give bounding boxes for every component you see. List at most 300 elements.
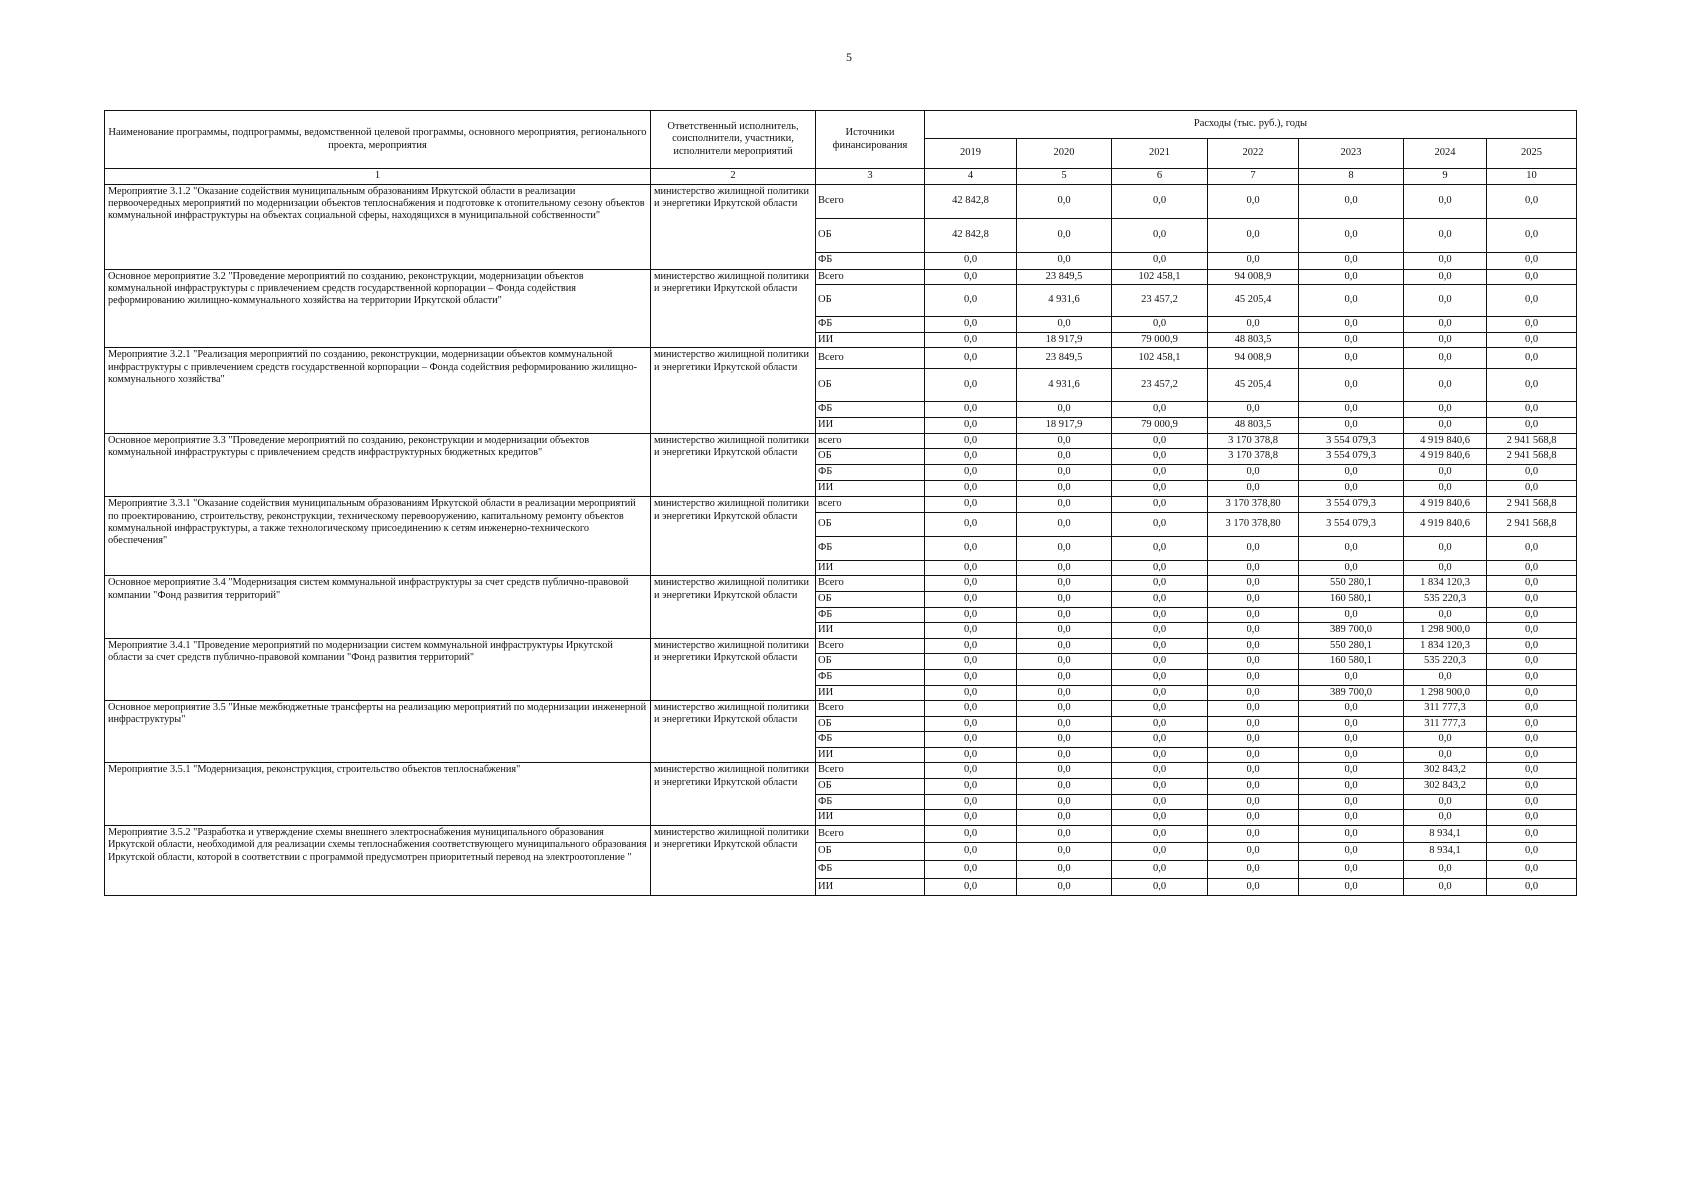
expense-value: 0,0	[1487, 417, 1577, 433]
expense-value: 0,0	[1208, 560, 1299, 576]
expense-value: 311 777,3	[1404, 716, 1487, 732]
expense-value: 0,0	[1208, 825, 1299, 842]
expense-value: 0,0	[925, 317, 1017, 333]
expense-value: 0,0	[1487, 810, 1577, 826]
expense-value: 0,0	[1404, 317, 1487, 333]
expense-value: 0,0	[1208, 402, 1299, 418]
expense-value: 0,0	[925, 560, 1017, 576]
expense-value: 0,0	[1112, 402, 1208, 418]
expense-value: 0,0	[1299, 184, 1404, 218]
expense-value: 0,0	[1299, 560, 1404, 576]
expense-value: 0,0	[925, 576, 1017, 592]
expense-value: 0,0	[1017, 763, 1112, 779]
expense-value: 0,0	[1487, 669, 1577, 685]
table-body	[105, 184, 1577, 895]
expense-value: 0,0	[925, 402, 1017, 418]
funding-source: всего	[816, 497, 925, 513]
expense-value: 0,0	[1017, 449, 1112, 465]
expense-value: 0,0	[925, 285, 1017, 317]
responsible-executor: министерство жилищной политики и энергетики Иркутской области	[651, 825, 816, 895]
expense-value: 1 298 900,0	[1404, 623, 1487, 639]
expense-value: 389 700,0	[1299, 685, 1404, 701]
expense-value: 0,0	[1299, 481, 1404, 497]
expense-value: 0,0	[925, 779, 1017, 795]
expense-value: 0,0	[1208, 607, 1299, 623]
expense-value: 0,0	[1017, 317, 1112, 333]
expense-value: 0,0	[1208, 252, 1299, 269]
expense-value: 0,0	[1017, 860, 1112, 878]
expense-value: 0,0	[1208, 481, 1299, 497]
expense-value: 535 220,3	[1404, 591, 1487, 607]
expense-value: 0,0	[1208, 536, 1299, 560]
funding-source: ФБ	[816, 252, 925, 269]
funding-source: ОБ	[816, 842, 925, 860]
funding-source: Всего	[816, 576, 925, 592]
expense-value: 45 205,4	[1208, 369, 1299, 402]
expense-value: 0,0	[1299, 825, 1404, 842]
expense-value: 0,0	[1208, 685, 1299, 701]
expense-value: 0,0	[925, 449, 1017, 465]
expense-value: 94 008,9	[1208, 348, 1299, 369]
expense-value: 0,0	[1487, 402, 1577, 418]
funding-source: Всего	[816, 269, 925, 285]
column-number: 2	[651, 169, 816, 185]
expense-value: 2 941 568,8	[1487, 449, 1577, 465]
expense-value: 0,0	[1299, 536, 1404, 560]
funding-source: ФБ	[816, 536, 925, 560]
expense-value: 0,0	[1404, 878, 1487, 895]
expense-value: 0,0	[1017, 701, 1112, 717]
table-row	[105, 184, 1577, 218]
expense-value: 0,0	[925, 348, 1017, 369]
expense-value: 0,0	[1017, 654, 1112, 670]
expense-value: 0,0	[1299, 285, 1404, 317]
responsible-executor: министерство жилищной политики и энергетики Иркутской области	[651, 638, 816, 700]
funding-source: ФБ	[816, 317, 925, 333]
expense-value: 0,0	[925, 369, 1017, 402]
expense-value: 3 554 079,3	[1299, 497, 1404, 513]
expense-value: 0,0	[1208, 842, 1299, 860]
expense-value: 0,0	[1017, 184, 1112, 218]
funding-source: ОБ	[816, 449, 925, 465]
expense-value: 0,0	[1208, 716, 1299, 732]
expense-value: 160 580,1	[1299, 591, 1404, 607]
expense-value: 311 777,3	[1404, 701, 1487, 717]
expense-value: 0,0	[1487, 536, 1577, 560]
expense-value: 0,0	[1017, 560, 1112, 576]
header-year: 2023	[1299, 139, 1404, 169]
expense-value: 0,0	[925, 497, 1017, 513]
expense-value: 0,0	[925, 810, 1017, 826]
expense-value: 0,0	[1299, 417, 1404, 433]
responsible-executor: министерство жилищной политики и энергетики Иркутской области	[651, 269, 816, 348]
expense-value: 0,0	[1208, 794, 1299, 810]
expense-value: 4 919 840,6	[1404, 497, 1487, 513]
header-executor: Ответственный исполнитель, соисполнители, участники, исполнители мероприятий	[651, 111, 816, 169]
expense-value: 79 000,9	[1112, 332, 1208, 348]
expense-value: 389 700,0	[1299, 623, 1404, 639]
expense-value: 0,0	[1017, 825, 1112, 842]
activity-name: Основное мероприятие 3.5 "Иные межбюджетные трансферты на реализацию мероприятий по модернизации инженерной инфраструктуры"	[105, 701, 651, 763]
funding-source: ФБ	[816, 860, 925, 878]
funding-source: ФБ	[816, 402, 925, 418]
expense-value: 0,0	[925, 716, 1017, 732]
expense-value: 0,0	[1112, 497, 1208, 513]
expense-value: 0,0	[1299, 794, 1404, 810]
header-year: 2025	[1487, 139, 1577, 169]
expense-value: 550 280,1	[1299, 576, 1404, 592]
expense-value: 0,0	[1208, 654, 1299, 670]
expense-value: 0,0	[1487, 269, 1577, 285]
funding-source: Всего	[816, 184, 925, 218]
expense-value: 0,0	[1487, 576, 1577, 592]
expense-value: 0,0	[1112, 716, 1208, 732]
activity-name: Мероприятие 3.3.1 "Оказание содействия муниципальным образованиям Иркутской области в реализации мероприятий по проектированию, строительству, реконструкции, техническому перевооружению, капитальному ремонту объектов коммунальной инфраструктуры, а также технологическому присоединению к сетям инженерно-технического обеспечения"	[105, 497, 651, 576]
expense-value: 0,0	[1487, 878, 1577, 895]
expense-value: 0,0	[1017, 669, 1112, 685]
expense-value: 0,0	[1208, 779, 1299, 795]
expense-value: 0,0	[1487, 716, 1577, 732]
expense-value: 0,0	[925, 332, 1017, 348]
expense-value: 0,0	[1487, 638, 1577, 654]
column-number: 4	[925, 169, 1017, 185]
expense-value: 0,0	[1112, 810, 1208, 826]
column-number: 10	[1487, 169, 1577, 185]
expense-value: 0,0	[925, 512, 1017, 536]
expense-value: 0,0	[1112, 685, 1208, 701]
expense-value: 0,0	[1404, 218, 1487, 252]
column-number: 7	[1208, 169, 1299, 185]
column-number: 6	[1112, 169, 1208, 185]
expense-value: 0,0	[1487, 623, 1577, 639]
expense-value: 0,0	[1487, 218, 1577, 252]
expense-value: 0,0	[1112, 794, 1208, 810]
expense-value: 0,0	[925, 701, 1017, 717]
expense-value: 160 580,1	[1299, 654, 1404, 670]
expense-value: 0,0	[925, 878, 1017, 895]
expense-value: 42 842,8	[925, 218, 1017, 252]
table-row	[105, 348, 1577, 369]
expense-value: 0,0	[1487, 332, 1577, 348]
activity-name: Основное мероприятие 3.3 "Проведение мероприятий по созданию, реконструкции и модернизации объектов коммунальной инфраструктуры с привлечением средств инфраструктурных бюджетных кредитов"	[105, 433, 651, 497]
expense-value: 0,0	[1017, 732, 1112, 748]
expense-value: 0,0	[1299, 218, 1404, 252]
expense-value: 3 170 378,8	[1208, 433, 1299, 449]
header-expenses: Расходы (тыс. руб.), годы	[925, 111, 1577, 139]
expense-value: 0,0	[1487, 560, 1577, 576]
expense-value: 2 941 568,8	[1487, 433, 1577, 449]
expense-value: 0,0	[1208, 732, 1299, 748]
expense-value: 0,0	[1487, 184, 1577, 218]
expense-value: 0,0	[1017, 591, 1112, 607]
expense-value: 0,0	[1299, 402, 1404, 418]
expense-value: 0,0	[1112, 763, 1208, 779]
expense-value: 1 298 900,0	[1404, 685, 1487, 701]
expense-value: 18 917,9	[1017, 417, 1112, 433]
expense-value: 4 919 840,6	[1404, 449, 1487, 465]
funding-source: ОБ	[816, 512, 925, 536]
funding-source: всего	[816, 433, 925, 449]
expense-value: 0,0	[1299, 269, 1404, 285]
expense-value: 0,0	[925, 536, 1017, 560]
expense-value: 0,0	[1017, 638, 1112, 654]
expense-value: 0,0	[1299, 607, 1404, 623]
expense-value: 0,0	[1299, 317, 1404, 333]
expense-value: 3 554 079,3	[1299, 512, 1404, 536]
expense-value: 0,0	[1487, 732, 1577, 748]
table-row	[105, 576, 1577, 592]
header-year: 2022	[1208, 139, 1299, 169]
responsible-executor: министерство жилищной политики и энергетики Иркутской области	[651, 497, 816, 576]
expense-value: 550 280,1	[1299, 638, 1404, 654]
expense-value: 0,0	[1487, 763, 1577, 779]
expense-value: 0,0	[1299, 369, 1404, 402]
expense-value: 0,0	[1017, 842, 1112, 860]
expense-value: 0,0	[925, 842, 1017, 860]
expense-value: 3 554 079,3	[1299, 433, 1404, 449]
expense-value: 0,0	[1487, 654, 1577, 670]
expense-value: 0,0	[1404, 810, 1487, 826]
expense-value: 0,0	[1487, 317, 1577, 333]
expense-value: 0,0	[1299, 732, 1404, 748]
table-row	[105, 701, 1577, 717]
funding-source: Всего	[816, 638, 925, 654]
expense-value: 0,0	[925, 591, 1017, 607]
expense-value: 0,0	[1112, 576, 1208, 592]
expense-value: 0,0	[1208, 465, 1299, 481]
expense-value: 0,0	[925, 763, 1017, 779]
table-row	[105, 497, 1577, 513]
expense-value: 1 834 120,3	[1404, 638, 1487, 654]
funding-source: Всего	[816, 825, 925, 842]
funding-source: ИИ	[816, 878, 925, 895]
expense-value: 0,0	[1404, 860, 1487, 878]
expense-value: 0,0	[1017, 747, 1112, 763]
expense-value: 0,0	[1487, 285, 1577, 317]
column-number: 9	[1404, 169, 1487, 185]
expense-value: 0,0	[1112, 449, 1208, 465]
table-row	[105, 638, 1577, 654]
funding-source: ИИ	[816, 623, 925, 639]
funding-source: ОБ	[816, 716, 925, 732]
expense-value: 0,0	[1112, 591, 1208, 607]
expense-value: 94 008,9	[1208, 269, 1299, 285]
expense-value: 3 170 378,8	[1208, 449, 1299, 465]
table-row	[105, 763, 1577, 779]
funding-source: ИИ	[816, 747, 925, 763]
expense-value: 0,0	[925, 654, 1017, 670]
expense-value: 0,0	[1299, 810, 1404, 826]
activity-name: Мероприятие 3.2.1 "Реализация мероприятий по созданию, реконструкции, модернизации объектов коммунальной инфраструктуры с привлечением средств государственной корпорации – Фонда содействия реформированию жилищно-коммунального хозяйства"	[105, 348, 651, 433]
expense-value: 0,0	[925, 269, 1017, 285]
expense-value: 0,0	[1487, 369, 1577, 402]
expense-value: 0,0	[1487, 465, 1577, 481]
responsible-executor: министерство жилищной политики и энергетики Иркутской области	[651, 348, 816, 433]
expense-value: 0,0	[1112, 317, 1208, 333]
expense-value: 0,0	[1299, 465, 1404, 481]
expense-value: 0,0	[925, 417, 1017, 433]
expense-value: 0,0	[1112, 560, 1208, 576]
expense-value: 0,0	[1112, 638, 1208, 654]
financing-table	[104, 110, 1577, 896]
expense-value: 0,0	[925, 794, 1017, 810]
expense-value: 0,0	[1112, 433, 1208, 449]
expense-value: 0,0	[925, 607, 1017, 623]
expense-value: 0,0	[1487, 685, 1577, 701]
expense-value: 2 941 568,8	[1487, 497, 1577, 513]
expense-value: 0,0	[1299, 747, 1404, 763]
funding-source: ОБ	[816, 654, 925, 670]
expense-value: 0,0	[1112, 654, 1208, 670]
expense-value: 0,0	[1112, 779, 1208, 795]
expense-value: 48 803,5	[1208, 332, 1299, 348]
expense-value: 2 941 568,8	[1487, 512, 1577, 536]
funding-source: ОБ	[816, 591, 925, 607]
expense-value: 0,0	[1208, 669, 1299, 685]
expense-value: 0,0	[1112, 669, 1208, 685]
expense-value: 0,0	[1404, 794, 1487, 810]
table-row	[105, 825, 1577, 842]
expense-value: 0,0	[1017, 607, 1112, 623]
funding-source: ОБ	[816, 285, 925, 317]
expense-value: 8 934,1	[1404, 842, 1487, 860]
expense-value: 0,0	[1017, 685, 1112, 701]
expense-value: 0,0	[1299, 716, 1404, 732]
expense-value: 0,0	[1487, 860, 1577, 878]
responsible-executor: министерство жилищной политики и энергетики Иркутской области	[651, 701, 816, 763]
expense-value: 0,0	[1017, 623, 1112, 639]
expense-value: 0,0	[1487, 842, 1577, 860]
funding-source: ФБ	[816, 607, 925, 623]
expense-value: 0,0	[1112, 252, 1208, 269]
expense-value: 0,0	[1487, 825, 1577, 842]
expense-value: 0,0	[1299, 348, 1404, 369]
expense-value: 0,0	[1112, 512, 1208, 536]
expense-value: 0,0	[1208, 701, 1299, 717]
expense-value: 23 457,2	[1112, 285, 1208, 317]
activity-name: Мероприятие 3.1.2 "Оказание содействия муниципальным образованиям Иркутской области в реализации первоочередных мероприятий по модернизации объектов теплоснабжения и подготовке к отопительному сезону объектов коммунальной инфраструктуры на объектах социальной сферы, находящихся в муниципальной собственности"	[105, 184, 651, 269]
expense-value: 4 931,6	[1017, 285, 1112, 317]
expense-value: 0,0	[925, 825, 1017, 842]
expense-value: 0,0	[1487, 591, 1577, 607]
funding-source: ИИ	[816, 332, 925, 348]
activity-name: Основное мероприятие 3.2 "Проведение мероприятий по созданию, реконструкции, модернизации объектов коммунальной инфраструктуры с привлечением средств государственной корпорации – Фонда содействия реформированию жилищно-коммунального хозяйства на территории Иркутской области"	[105, 269, 651, 348]
expense-value: 0,0	[1017, 481, 1112, 497]
expense-value: 1 834 120,3	[1404, 576, 1487, 592]
expense-value: 0,0	[1487, 348, 1577, 369]
expense-value: 0,0	[1017, 536, 1112, 560]
expense-value: 0,0	[925, 433, 1017, 449]
page-number: 5	[846, 50, 852, 64]
expense-value: 0,0	[1299, 842, 1404, 860]
expense-value: 0,0	[1487, 779, 1577, 795]
expense-value: 0,0	[1404, 747, 1487, 763]
funding-source: Всего	[816, 701, 925, 717]
expense-value: 23 849,5	[1017, 269, 1112, 285]
expense-value: 0,0	[1208, 576, 1299, 592]
funding-source: ИИ	[816, 810, 925, 826]
expense-value: 0,0	[1112, 481, 1208, 497]
expense-value: 0,0	[1112, 842, 1208, 860]
expense-value: 0,0	[1404, 369, 1487, 402]
expense-value: 0,0	[925, 669, 1017, 685]
column-number: 5	[1017, 169, 1112, 185]
funding-source: ИИ	[816, 481, 925, 497]
expense-value: 0,0	[1208, 184, 1299, 218]
expense-value: 0,0	[1017, 576, 1112, 592]
expense-value: 0,0	[1404, 332, 1487, 348]
expense-value: 0,0	[1404, 607, 1487, 623]
responsible-executor: министерство жилищной политики и энергетики Иркутской области	[651, 576, 816, 638]
expense-value: 0,0	[1208, 623, 1299, 639]
expense-value: 0,0	[1017, 512, 1112, 536]
expense-value: 0,0	[1299, 669, 1404, 685]
expense-value: 0,0	[1208, 763, 1299, 779]
expense-value: 0,0	[1299, 763, 1404, 779]
responsible-executor: министерство жилищной политики и энергетики Иркутской области	[651, 433, 816, 497]
expense-value: 4 931,6	[1017, 369, 1112, 402]
expense-value: 0,0	[1017, 465, 1112, 481]
expense-value: 0,0	[1404, 536, 1487, 560]
column-number: 3	[816, 169, 925, 185]
expense-value: 8 934,1	[1404, 825, 1487, 842]
column-number: 1	[105, 169, 651, 185]
expense-value: 0,0	[925, 481, 1017, 497]
expense-value: 0,0	[1112, 701, 1208, 717]
expense-value: 0,0	[1299, 878, 1404, 895]
expense-value: 3 554 079,3	[1299, 449, 1404, 465]
expense-value: 0,0	[1487, 794, 1577, 810]
expense-value: 0,0	[1487, 481, 1577, 497]
expense-value: 0,0	[1112, 184, 1208, 218]
funding-source: ОБ	[816, 779, 925, 795]
expense-value: 0,0	[1017, 497, 1112, 513]
header-name: Наименование программы, подпрограммы, ведомственной целевой программы, основного мероприятия, регионального проекта, мероприятия	[105, 111, 651, 169]
expense-value: 0,0	[1487, 607, 1577, 623]
expense-value: 102 458,1	[1112, 348, 1208, 369]
expense-value: 0,0	[1487, 747, 1577, 763]
responsible-executor: министерство жилищной политики и энергетики Иркутской области	[651, 184, 816, 269]
responsible-executor: министерство жилищной политики и энергетики Иркутской области	[651, 763, 816, 825]
expense-value: 0,0	[1208, 218, 1299, 252]
column-number: 8	[1299, 169, 1404, 185]
expense-value: 0,0	[1208, 317, 1299, 333]
expense-value: 302 843,2	[1404, 763, 1487, 779]
expense-value: 4 919 840,6	[1404, 433, 1487, 449]
expense-value: 0,0	[1017, 218, 1112, 252]
expense-value: 42 842,8	[925, 184, 1017, 218]
expense-value: 0,0	[1299, 332, 1404, 348]
expense-value: 0,0	[1404, 560, 1487, 576]
header-year: 2024	[1404, 139, 1487, 169]
expense-value: 0,0	[925, 685, 1017, 701]
expense-value: 0,0	[1112, 607, 1208, 623]
header-year: 2021	[1112, 139, 1208, 169]
expense-value: 0,0	[1017, 252, 1112, 269]
expense-value: 0,0	[925, 732, 1017, 748]
expense-value: 0,0	[1487, 701, 1577, 717]
expense-value: 0,0	[1404, 481, 1487, 497]
funding-source: ИИ	[816, 417, 925, 433]
expense-value: 0,0	[1017, 402, 1112, 418]
expense-value: 0,0	[1299, 860, 1404, 878]
expense-value: 3 170 378,80	[1208, 497, 1299, 513]
expense-value: 0,0	[1404, 417, 1487, 433]
expense-value: 0,0	[1112, 732, 1208, 748]
expense-value: 0,0	[1404, 465, 1487, 481]
expense-value: 0,0	[1208, 747, 1299, 763]
expense-value: 0,0	[925, 465, 1017, 481]
